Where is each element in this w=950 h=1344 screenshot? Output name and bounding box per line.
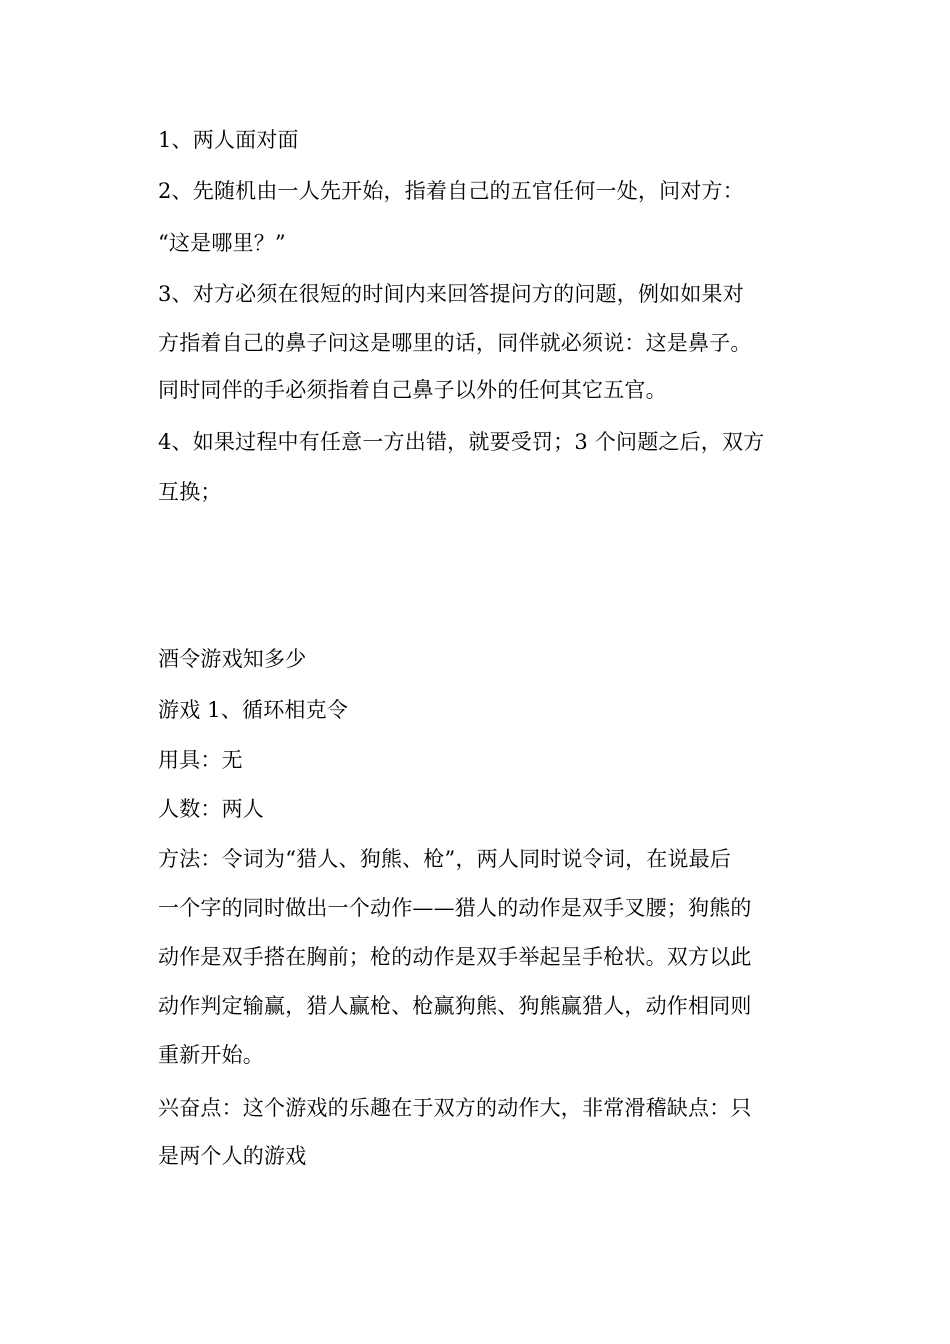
method-line-2: 一个字的同时做出一个动作——猎人的动作是双手叉腰；狗熊的 bbox=[158, 896, 752, 920]
rule-1-line: 1、两人面对面 bbox=[158, 128, 299, 152]
method-line-1: 方法：令词为“猎人、狗熊、枪”，两人同时说令词，在说最后 bbox=[158, 847, 732, 871]
players-line: 人数：两人 bbox=[158, 797, 264, 821]
game-title: 游戏 1、循环相克令 bbox=[158, 698, 349, 722]
rule-2-quote-line: “这是哪里？” bbox=[158, 231, 286, 255]
section-title: 酒令游戏知多少 bbox=[158, 647, 307, 671]
rule-4-line-1: 4、如果过程中有任意一方出错，就要受罚；3 个问题之后，双方 bbox=[158, 430, 765, 454]
excitement-line-2: 是两个人的游戏 bbox=[158, 1144, 307, 1168]
method-line-5: 重新开始。 bbox=[158, 1043, 264, 1067]
rule-2-line: 2、先随机由一人先开始，指着自己的五官任何一处，问对方： bbox=[158, 179, 744, 203]
rule-3-line-2: 方指着自己的鼻子问这是哪里的话，同伴就必须说：这是鼻子。 bbox=[158, 331, 752, 355]
equipment-line: 用具：无 bbox=[158, 748, 243, 772]
method-line-4: 动作判定输赢，猎人赢枪、枪赢狗熊、狗熊赢猎人，动作相同则 bbox=[158, 994, 752, 1018]
rule-3-line-1: 3、对方必须在很短的时间内来回答提问方的问题，例如如果对 bbox=[158, 282, 744, 306]
rule-4-line-2: 互换； bbox=[158, 480, 222, 504]
rule-3-line-3: 同时同伴的手必须指着自己鼻子以外的任何其它五官。 bbox=[158, 378, 667, 402]
method-line-3: 动作是双手搭在胸前；枪的动作是双手举起呈手枪状。双方以此 bbox=[158, 945, 752, 969]
excitement-line-1: 兴奋点：这个游戏的乐趣在于双方的动作大，非常滑稽缺点：只 bbox=[158, 1096, 752, 1120]
